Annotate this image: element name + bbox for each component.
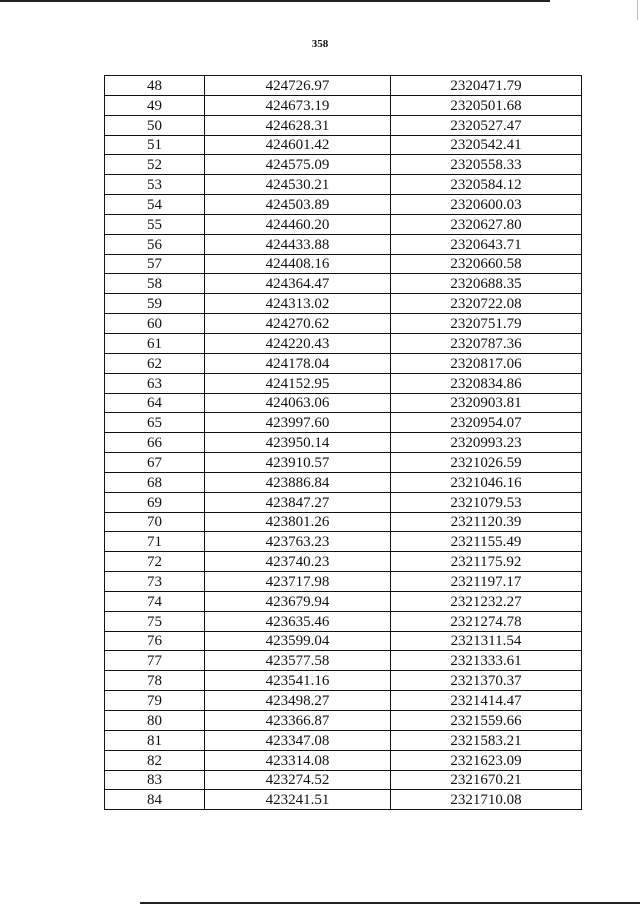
point-number-cell: 71 <box>105 532 205 552</box>
table-row <box>105 790 582 810</box>
point-number-cell: 60 <box>105 314 205 334</box>
y-coordinate-cell: 2321155.49 <box>391 532 582 552</box>
table-row <box>105 274 582 294</box>
x-coordinate-cell: 423274.52 <box>205 770 391 790</box>
point-number-cell: 66 <box>105 433 205 453</box>
table-row <box>105 691 582 711</box>
table-row <box>105 711 582 731</box>
y-coordinate-cell: 2321583.21 <box>391 730 582 750</box>
y-coordinate-cell: 2320584.12 <box>391 175 582 195</box>
point-number-cell: 81 <box>105 730 205 750</box>
point-number-cell: 69 <box>105 492 205 512</box>
x-coordinate-cell: 423577.58 <box>205 651 391 671</box>
x-coordinate-cell: 423498.27 <box>205 691 391 711</box>
point-number-cell: 68 <box>105 472 205 492</box>
point-number-cell: 72 <box>105 552 205 572</box>
x-coordinate-cell: 423679.94 <box>205 591 391 611</box>
y-coordinate-cell: 2321232.27 <box>391 591 582 611</box>
x-coordinate-cell: 423366.87 <box>205 711 391 731</box>
table-row <box>105 591 582 611</box>
table-row <box>105 611 582 631</box>
point-number-cell: 63 <box>105 373 205 393</box>
table-row <box>105 254 582 274</box>
point-number-cell: 82 <box>105 750 205 770</box>
y-coordinate-cell: 2321175.92 <box>391 552 582 572</box>
x-coordinate-cell: 424152.95 <box>205 373 391 393</box>
table-row <box>105 214 582 234</box>
y-coordinate-cell: 2320660.58 <box>391 254 582 274</box>
scan-edge-bottom <box>140 902 640 904</box>
x-coordinate-cell: 424503.89 <box>205 195 391 215</box>
x-coordinate-cell: 424220.43 <box>205 333 391 353</box>
table-row <box>105 651 582 671</box>
y-coordinate-cell: 2321670.21 <box>391 770 582 790</box>
point-number-cell: 76 <box>105 631 205 651</box>
point-number-cell: 62 <box>105 353 205 373</box>
x-coordinate-cell: 424530.21 <box>205 175 391 195</box>
x-coordinate-cell: 424601.42 <box>205 135 391 155</box>
scan-edge-top <box>0 0 550 2</box>
point-number-cell: 50 <box>105 115 205 135</box>
table-row <box>105 631 582 651</box>
x-coordinate-cell: 423717.98 <box>205 572 391 592</box>
y-coordinate-cell: 2320834.86 <box>391 373 582 393</box>
x-coordinate-cell: 424460.20 <box>205 214 391 234</box>
point-number-cell: 67 <box>105 453 205 473</box>
x-coordinate-cell: 424575.09 <box>205 155 391 175</box>
point-number-cell: 74 <box>105 591 205 611</box>
y-coordinate-cell: 2321414.47 <box>391 691 582 711</box>
table-row <box>105 234 582 254</box>
y-coordinate-cell: 2321623.09 <box>391 750 582 770</box>
table-row <box>105 413 582 433</box>
y-coordinate-cell: 2320501.68 <box>391 95 582 115</box>
table-row <box>105 115 582 135</box>
point-number-cell: 65 <box>105 413 205 433</box>
x-coordinate-cell: 423997.60 <box>205 413 391 433</box>
point-number-cell: 48 <box>105 76 205 96</box>
table-row <box>105 472 582 492</box>
y-coordinate-cell: 2320903.81 <box>391 393 582 413</box>
point-number-cell: 57 <box>105 254 205 274</box>
table-row <box>105 512 582 532</box>
table-row <box>105 433 582 453</box>
y-coordinate-cell: 2321197.17 <box>391 572 582 592</box>
x-coordinate-cell: 424063.06 <box>205 393 391 413</box>
point-number-cell: 78 <box>105 671 205 691</box>
point-number-cell: 55 <box>105 214 205 234</box>
x-coordinate-cell: 424178.04 <box>205 353 391 373</box>
y-coordinate-cell: 2320751.79 <box>391 314 582 334</box>
table-row <box>105 750 582 770</box>
point-number-cell: 49 <box>105 95 205 115</box>
table-row <box>105 135 582 155</box>
point-number-cell: 77 <box>105 651 205 671</box>
x-coordinate-cell: 423314.08 <box>205 750 391 770</box>
point-number-cell: 53 <box>105 175 205 195</box>
table-row <box>105 671 582 691</box>
point-number-cell: 84 <box>105 790 205 810</box>
coordinates-table-body <box>105 76 582 810</box>
y-coordinate-cell: 2320527.47 <box>391 115 582 135</box>
y-coordinate-cell: 2320542.41 <box>391 135 582 155</box>
x-coordinate-cell: 424433.88 <box>205 234 391 254</box>
x-coordinate-cell: 424408.16 <box>205 254 391 274</box>
x-coordinate-cell: 423740.23 <box>205 552 391 572</box>
table-row <box>105 552 582 572</box>
point-number-cell: 56 <box>105 234 205 254</box>
y-coordinate-cell: 2321120.39 <box>391 512 582 532</box>
y-coordinate-cell: 2320993.23 <box>391 433 582 453</box>
y-coordinate-cell: 2321079.53 <box>391 492 582 512</box>
point-number-cell: 70 <box>105 512 205 532</box>
x-coordinate-cell: 424313.02 <box>205 294 391 314</box>
y-coordinate-cell: 2320600.03 <box>391 195 582 215</box>
y-coordinate-cell: 2320688.35 <box>391 274 582 294</box>
table-row <box>105 95 582 115</box>
point-number-cell: 80 <box>105 711 205 731</box>
scan-edge-right <box>637 0 638 20</box>
table-row <box>105 195 582 215</box>
point-number-cell: 52 <box>105 155 205 175</box>
x-coordinate-cell: 424364.47 <box>205 274 391 294</box>
y-coordinate-cell: 2321370.37 <box>391 671 582 691</box>
point-number-cell: 58 <box>105 274 205 294</box>
coordinates-table <box>104 75 582 810</box>
x-coordinate-cell: 423241.51 <box>205 790 391 810</box>
point-number-cell: 64 <box>105 393 205 413</box>
table-row <box>105 532 582 552</box>
x-coordinate-cell: 423541.16 <box>205 671 391 691</box>
y-coordinate-cell: 2320787.36 <box>391 333 582 353</box>
y-coordinate-cell: 2321559.66 <box>391 711 582 731</box>
x-coordinate-cell: 424270.62 <box>205 314 391 334</box>
x-coordinate-cell: 424673.19 <box>205 95 391 115</box>
x-coordinate-cell: 424726.97 <box>205 76 391 96</box>
y-coordinate-cell: 2321333.61 <box>391 651 582 671</box>
y-coordinate-cell: 2320643.71 <box>391 234 582 254</box>
x-coordinate-cell: 423635.46 <box>205 611 391 631</box>
table-row <box>105 730 582 750</box>
point-number-cell: 73 <box>105 572 205 592</box>
table-row <box>105 492 582 512</box>
table-row <box>105 76 582 96</box>
y-coordinate-cell: 2321274.78 <box>391 611 582 631</box>
table-row <box>105 155 582 175</box>
table-row <box>105 393 582 413</box>
table-row <box>105 353 582 373</box>
x-coordinate-cell: 423763.23 <box>205 532 391 552</box>
table-row <box>105 314 582 334</box>
y-coordinate-cell: 2320817.06 <box>391 353 582 373</box>
point-number-cell: 75 <box>105 611 205 631</box>
point-number-cell: 79 <box>105 691 205 711</box>
x-coordinate-cell: 423599.04 <box>205 631 391 651</box>
y-coordinate-cell: 2321311.54 <box>391 631 582 651</box>
point-number-cell: 54 <box>105 195 205 215</box>
y-coordinate-cell: 2320558.33 <box>391 155 582 175</box>
x-coordinate-cell: 423801.26 <box>205 512 391 532</box>
y-coordinate-cell: 2320722.08 <box>391 294 582 314</box>
point-number-cell: 61 <box>105 333 205 353</box>
table-row <box>105 453 582 473</box>
y-coordinate-cell: 2321710.08 <box>391 790 582 810</box>
table-row <box>105 572 582 592</box>
table-row <box>105 175 582 195</box>
y-coordinate-cell: 2320471.79 <box>391 76 582 96</box>
table-row <box>105 373 582 393</box>
table-row <box>105 333 582 353</box>
point-number-cell: 83 <box>105 770 205 790</box>
table-row <box>105 294 582 314</box>
point-number-cell: 51 <box>105 135 205 155</box>
x-coordinate-cell: 423886.84 <box>205 472 391 492</box>
point-number-cell: 59 <box>105 294 205 314</box>
y-coordinate-cell: 2321046.16 <box>391 472 582 492</box>
x-coordinate-cell: 423847.27 <box>205 492 391 512</box>
x-coordinate-cell: 423950.14 <box>205 433 391 453</box>
x-coordinate-cell: 424628.31 <box>205 115 391 135</box>
table-row <box>105 770 582 790</box>
page-number: 358 <box>311 38 329 50</box>
y-coordinate-cell: 2320954.07 <box>391 413 582 433</box>
y-coordinate-cell: 2320627.80 <box>391 214 582 234</box>
x-coordinate-cell: 423910.57 <box>205 453 391 473</box>
y-coordinate-cell: 2321026.59 <box>391 453 582 473</box>
x-coordinate-cell: 423347.08 <box>205 730 391 750</box>
